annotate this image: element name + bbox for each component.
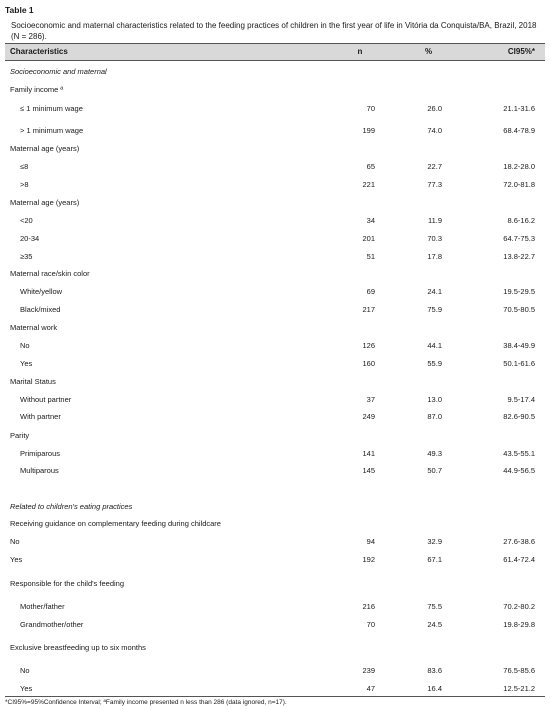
table-row bbox=[5, 684, 545, 696]
row-n: 37 bbox=[366, 395, 375, 404]
row-ci: 44.9-56.5 bbox=[503, 466, 535, 475]
row-label: Multiparous bbox=[20, 466, 59, 475]
table-row bbox=[5, 555, 545, 567]
row-n: 199 bbox=[362, 126, 375, 135]
row-ci: 68.4-78.9 bbox=[503, 126, 535, 135]
row-ci: 61.4-72.4 bbox=[503, 555, 535, 564]
header-ci95: CI95%* bbox=[507, 47, 535, 56]
row-percent: 24.5 bbox=[427, 620, 442, 629]
table-row bbox=[5, 252, 545, 264]
table-row bbox=[5, 287, 545, 299]
row-percent: 75.9 bbox=[427, 305, 442, 314]
row-n: 201 bbox=[362, 234, 375, 243]
group-heading bbox=[5, 643, 545, 655]
row-label: Yes bbox=[20, 684, 33, 693]
table-row bbox=[5, 449, 545, 461]
row-n: 69 bbox=[366, 287, 375, 296]
table-row bbox=[5, 216, 545, 228]
row-n: 141 bbox=[362, 449, 375, 458]
row-n: 239 bbox=[362, 666, 375, 675]
table-row bbox=[5, 341, 545, 353]
row-ci: 9.5-17.4 bbox=[507, 395, 535, 404]
row-n: 65 bbox=[366, 162, 375, 171]
row-percent: 55.9 bbox=[427, 359, 442, 368]
row-label: Mother/father bbox=[20, 602, 65, 611]
row-percent: 26.0 bbox=[427, 104, 442, 113]
group-heading bbox=[5, 323, 545, 335]
group-label: Parity bbox=[10, 431, 30, 440]
row-percent: 67.1 bbox=[427, 555, 442, 564]
row-label: >8 bbox=[20, 180, 29, 189]
row-n: 192 bbox=[362, 555, 375, 564]
table-title: Table 1 bbox=[5, 5, 34, 15]
row-ci: 43.5-55.1 bbox=[503, 449, 535, 458]
row-percent: 70.3 bbox=[427, 234, 442, 243]
row-percent: 24.1 bbox=[427, 287, 442, 296]
group-heading bbox=[5, 198, 545, 210]
row-n: 51 bbox=[366, 252, 375, 261]
group-heading bbox=[5, 377, 545, 389]
row-label: <20 bbox=[20, 216, 33, 225]
group-label: Receiving guidance on complementary feeding during childcare bbox=[10, 519, 221, 528]
group-label: Maternal work bbox=[10, 323, 58, 332]
header-characteristics: Characteristics bbox=[10, 47, 68, 56]
row-label: Without partner bbox=[20, 395, 72, 404]
table-row bbox=[5, 359, 545, 371]
table-row bbox=[5, 466, 545, 478]
row-percent: 74.0 bbox=[427, 126, 442, 135]
row-percent: 83.6 bbox=[427, 666, 442, 675]
header-percent: % bbox=[424, 47, 433, 56]
row-percent: 50.7 bbox=[427, 466, 442, 475]
row-ci: 18.2-28.0 bbox=[503, 162, 535, 171]
table-row bbox=[5, 537, 545, 549]
row-percent: 44.1 bbox=[427, 341, 442, 350]
group-label: Responsible for the child's feeding bbox=[10, 579, 125, 588]
row-ci: 82.6-90.5 bbox=[503, 412, 535, 421]
row-percent: 32.9 bbox=[427, 537, 442, 546]
section-label: Socioeconomic and maternal bbox=[10, 67, 107, 76]
row-label: Yes bbox=[10, 555, 23, 564]
table-row bbox=[5, 162, 545, 174]
row-percent: 17.8 bbox=[427, 252, 442, 261]
row-ci: 19.8-29.8 bbox=[503, 620, 535, 629]
group-heading bbox=[5, 519, 545, 531]
header-n: n bbox=[357, 47, 363, 56]
row-label: No bbox=[20, 666, 30, 675]
row-label: Grandmother/other bbox=[20, 620, 84, 629]
row-ci: 50.1-61.6 bbox=[503, 359, 535, 368]
table-row bbox=[5, 412, 545, 424]
table-footnote: *CI95%=95%Confidence Interval; ªFamily income presented n less than 286 (data ignored, n=17). bbox=[5, 699, 287, 706]
row-n: 145 bbox=[362, 466, 375, 475]
row-n: 47 bbox=[366, 684, 375, 693]
table-row bbox=[5, 395, 545, 407]
row-ci: 76.5-85.6 bbox=[503, 666, 535, 675]
row-ci: 70.2-80.2 bbox=[503, 602, 535, 611]
row-n: 126 bbox=[362, 341, 375, 350]
row-n: 34 bbox=[366, 216, 375, 225]
table-header bbox=[5, 43, 545, 61]
table-caption: Socioeconomic and maternal characteristics related to the feeding practices of children in the first year of life in Vitória da Conquista/BA, Brazil, 2018 (N = 286). bbox=[11, 21, 537, 41]
group-heading bbox=[5, 269, 545, 281]
row-percent: 87.0 bbox=[427, 412, 442, 421]
row-percent: 16.4 bbox=[427, 684, 442, 693]
row-ci: 64.7-75.3 bbox=[503, 234, 535, 243]
row-ci: 12.5-21.2 bbox=[503, 684, 535, 693]
row-n: 216 bbox=[362, 602, 375, 611]
row-label: With partner bbox=[20, 412, 61, 421]
table-row bbox=[5, 234, 545, 246]
row-ci: 27.6-38.6 bbox=[503, 537, 535, 546]
row-ci: 38.4-49.9 bbox=[503, 341, 535, 350]
row-n: 221 bbox=[362, 180, 375, 189]
row-label: Primiparous bbox=[20, 449, 61, 458]
section-title bbox=[5, 502, 545, 514]
section-label: Related to children's eating practices bbox=[10, 502, 133, 511]
group-label: Maternal age (years) bbox=[10, 198, 80, 207]
group-label: Exclusive breastfeeding up to six months bbox=[10, 643, 146, 652]
row-ci: 8.6-16.2 bbox=[507, 216, 535, 225]
table-row bbox=[5, 180, 545, 192]
row-label: No bbox=[20, 341, 30, 350]
row-percent: 75.5 bbox=[427, 602, 442, 611]
row-n: 70 bbox=[366, 104, 375, 113]
group-label: Family income ª bbox=[10, 85, 64, 94]
row-label: ≥35 bbox=[20, 252, 33, 261]
section-title bbox=[5, 67, 545, 79]
row-n: 160 bbox=[362, 359, 375, 368]
row-label: 20-34 bbox=[20, 234, 40, 243]
row-percent: 77.3 bbox=[427, 180, 442, 189]
group-heading bbox=[5, 85, 545, 97]
row-ci: 13.8-22.7 bbox=[503, 252, 535, 261]
row-n: 70 bbox=[366, 620, 375, 629]
row-n: 249 bbox=[362, 412, 375, 421]
group-heading bbox=[5, 144, 545, 156]
table-row bbox=[5, 305, 545, 317]
row-label: No bbox=[10, 537, 20, 546]
group-heading bbox=[5, 579, 545, 591]
group-label: Maternal age (years) bbox=[10, 144, 80, 153]
table-row bbox=[5, 602, 545, 614]
group-label: Maternal race/skin color bbox=[10, 269, 90, 278]
row-n: 217 bbox=[362, 305, 375, 314]
table-row bbox=[5, 126, 545, 138]
row-percent: 11.9 bbox=[427, 216, 442, 225]
row-ci: 72.0-81.8 bbox=[503, 180, 535, 189]
row-percent: 49.3 bbox=[427, 449, 442, 458]
table-row bbox=[5, 666, 545, 678]
row-ci: 70.5-80.5 bbox=[503, 305, 535, 314]
group-label: Marital Status bbox=[10, 377, 56, 386]
row-label: ≤8 bbox=[20, 162, 29, 171]
row-label: White/yellow bbox=[20, 287, 63, 296]
row-label: > 1 minimum wage bbox=[20, 126, 84, 135]
row-ci: 19.5-29.5 bbox=[503, 287, 535, 296]
row-percent: 22.7 bbox=[427, 162, 442, 171]
row-ci: 21.1-31.6 bbox=[503, 104, 535, 113]
table-row bbox=[5, 620, 545, 632]
row-label: Black/mixed bbox=[20, 305, 61, 314]
row-label: Yes bbox=[20, 359, 33, 368]
table-row bbox=[5, 104, 545, 116]
group-heading bbox=[5, 431, 545, 443]
row-n: 94 bbox=[366, 537, 375, 546]
table-bottom-rule bbox=[5, 696, 545, 697]
row-percent: 13.0 bbox=[427, 395, 442, 404]
row-label: ≤ 1 minimum wage bbox=[20, 104, 83, 113]
